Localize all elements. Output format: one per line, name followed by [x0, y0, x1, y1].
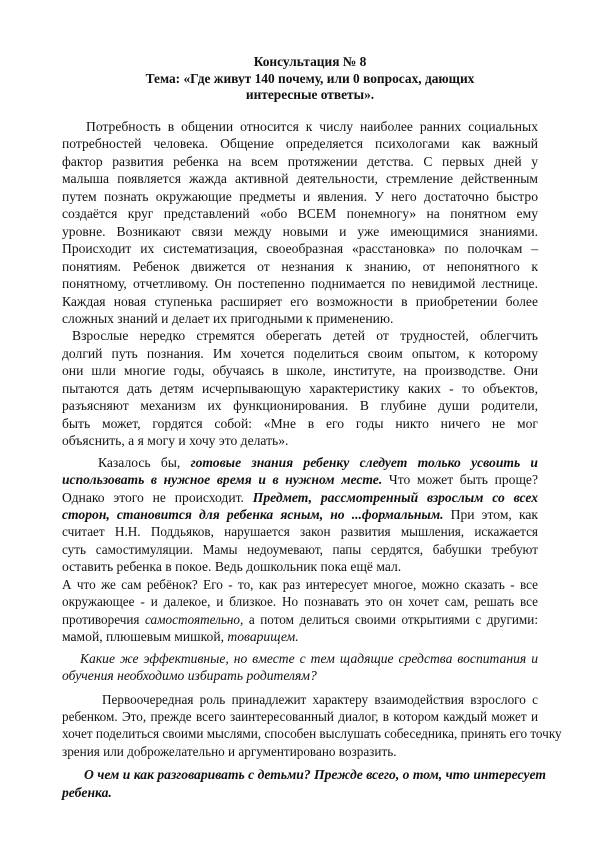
paragraph-1	[62, 118, 538, 327]
paragraph-3	[62, 454, 538, 576]
text-line: А что же сам ребёнок? Его - то, как раз интересует многое, можно сказать - все	[62, 576, 538, 592]
text-line: Каждая новая ступенька расширяет его возможности в приобретении более	[62, 293, 538, 309]
text-run: При этом, как	[443, 506, 538, 522]
text-line: сложных знаний и делает их пригодными к применению.	[62, 310, 394, 326]
text-run: Казалось бы,	[98, 454, 191, 470]
consultation-title: Консультация № 8	[253, 54, 367, 69]
text-line: разъясняют механизм их функционирования. В глубине души родители,	[62, 398, 538, 414]
question-line: обучения необходимо избирать родителям?	[62, 668, 317, 684]
text-line: Потребность в общении относится к числу наиболее ранних социальных	[86, 119, 538, 134]
text-line: оставить ребенка в покое. Ведь дошкольник пока ещё мал.	[62, 559, 402, 575]
text-line: понятному, отчетливому. Он постепенно поднимается по невидимой лестнице.	[62, 276, 538, 292]
text-line	[62, 489, 538, 506]
text-line: Взрослые нередко стремятся оберегать детей от трудностей, облегчить	[72, 328, 538, 344]
text-run: Однако этого не происходит.	[62, 489, 253, 505]
emphasis-run: готовые знания ребенку следует только усвоить и	[190, 454, 538, 470]
question-line: ребенка.	[62, 784, 112, 800]
emphasis-run: сторон, становится для ребенка ясным, но ...формальным.	[62, 506, 444, 522]
text-run: Что может быть проще?	[382, 472, 539, 488]
text-line: фактор развития ребенка на всем протяжении детства. С первых дней у	[62, 153, 538, 169]
text-line: потребностей человека. Общение определяется психологами как важный	[62, 136, 538, 152]
text-line: зрения или доброжелательно и аргументировано возразить.	[62, 743, 397, 759]
text-line: считает Н.Н. Поддьяков, нарушается закон развития мышления, искажается	[62, 524, 538, 540]
text-line: долгий путь познания. Им хочется поделиться своим опытом, к которому	[62, 345, 538, 361]
text-line: путем познать окружающие предметы и явления. У него достаточно быстро	[62, 188, 538, 204]
topic-title-line-1: Тема: «Где живут 140 почему, или 0 вопросах, дающих	[145, 70, 475, 86]
text-line: ребенком. Это, прежде всего заинтересованный диалог, в котором каждый может и	[62, 708, 538, 724]
topic-title-line-2: интересные ответы».	[245, 87, 375, 103]
document-body	[62, 118, 562, 801]
text-line: уровне. Возникают связи между новыми и уже имеющимися знаниями.	[62, 223, 538, 239]
paragraph-6	[62, 691, 562, 761]
text-line: Происходит их систематизация, своеобразная «расстановка» по полочкам –	[62, 241, 538, 257]
text-run: противоречия	[62, 611, 146, 627]
text-line: понятиям. Ребенок движется от незнания к знанию, от непонятного к	[62, 258, 538, 274]
text-line: быть может, гордятся собой: «Мне в его годы никто ничего не мог	[62, 415, 538, 431]
text-line: пытаются дать детям исчерпывающую характеристику каких - то объектов,	[62, 380, 538, 396]
paragraph-4	[62, 576, 538, 646]
document-header	[60, 54, 560, 104]
emphasis-run: товарищем.	[227, 629, 299, 645]
emphasis-run: самостоятельно,	[145, 611, 244, 627]
text-run: а потом делиться своими открытиями с другими:	[243, 611, 538, 627]
paragraph-2	[62, 327, 538, 449]
text-line: суть самостимуляции. Мамы недоумевают, папы сердятся, бабушки требуют	[62, 541, 538, 557]
emphasis-run: использовать в нужное время и в нужном месте.	[62, 472, 383, 488]
text-line: они шли многие годы, обучаясь в школе, институте, на производстве. Они	[62, 363, 538, 379]
text-line	[62, 628, 538, 645]
question-line: Какие же эффективные, но вместе с тем щадящие средства воспитания и	[80, 650, 538, 666]
text-run: мамой, плюшевым мишкой,	[62, 629, 228, 645]
text-line	[62, 454, 538, 471]
text-line: малыша появляется жажда активной деятельности, стремление действенным	[62, 171, 538, 187]
text-line: окружающее - и далекое, и близкое. Но познавать это он хочет сам, решать все	[62, 594, 538, 610]
text-line: хочет поделиться своими мыслями, способен выслушать собеседника, принять его точку	[62, 726, 562, 742]
text-line: Первоочередная роль принадлежит характеру взаимодействия взрослого с	[102, 691, 538, 707]
text-line: объяснить, а я могу и хочу это делать».	[62, 433, 289, 449]
text-line	[62, 611, 538, 628]
question-line: О чем и как разговаривать с детьми? Прежде всего, о том, что интересует	[84, 767, 546, 783]
paragraph-5	[62, 650, 538, 685]
text-line	[62, 506, 538, 523]
emphasis-run: Предмет, рассмотренный взрослым со всех	[252, 489, 539, 505]
text-line	[62, 471, 538, 488]
paragraph-7	[62, 766, 546, 801]
text-line: создаётся круг представлений «обо ВСЕМ понемногу» на понятном ему	[62, 206, 538, 222]
